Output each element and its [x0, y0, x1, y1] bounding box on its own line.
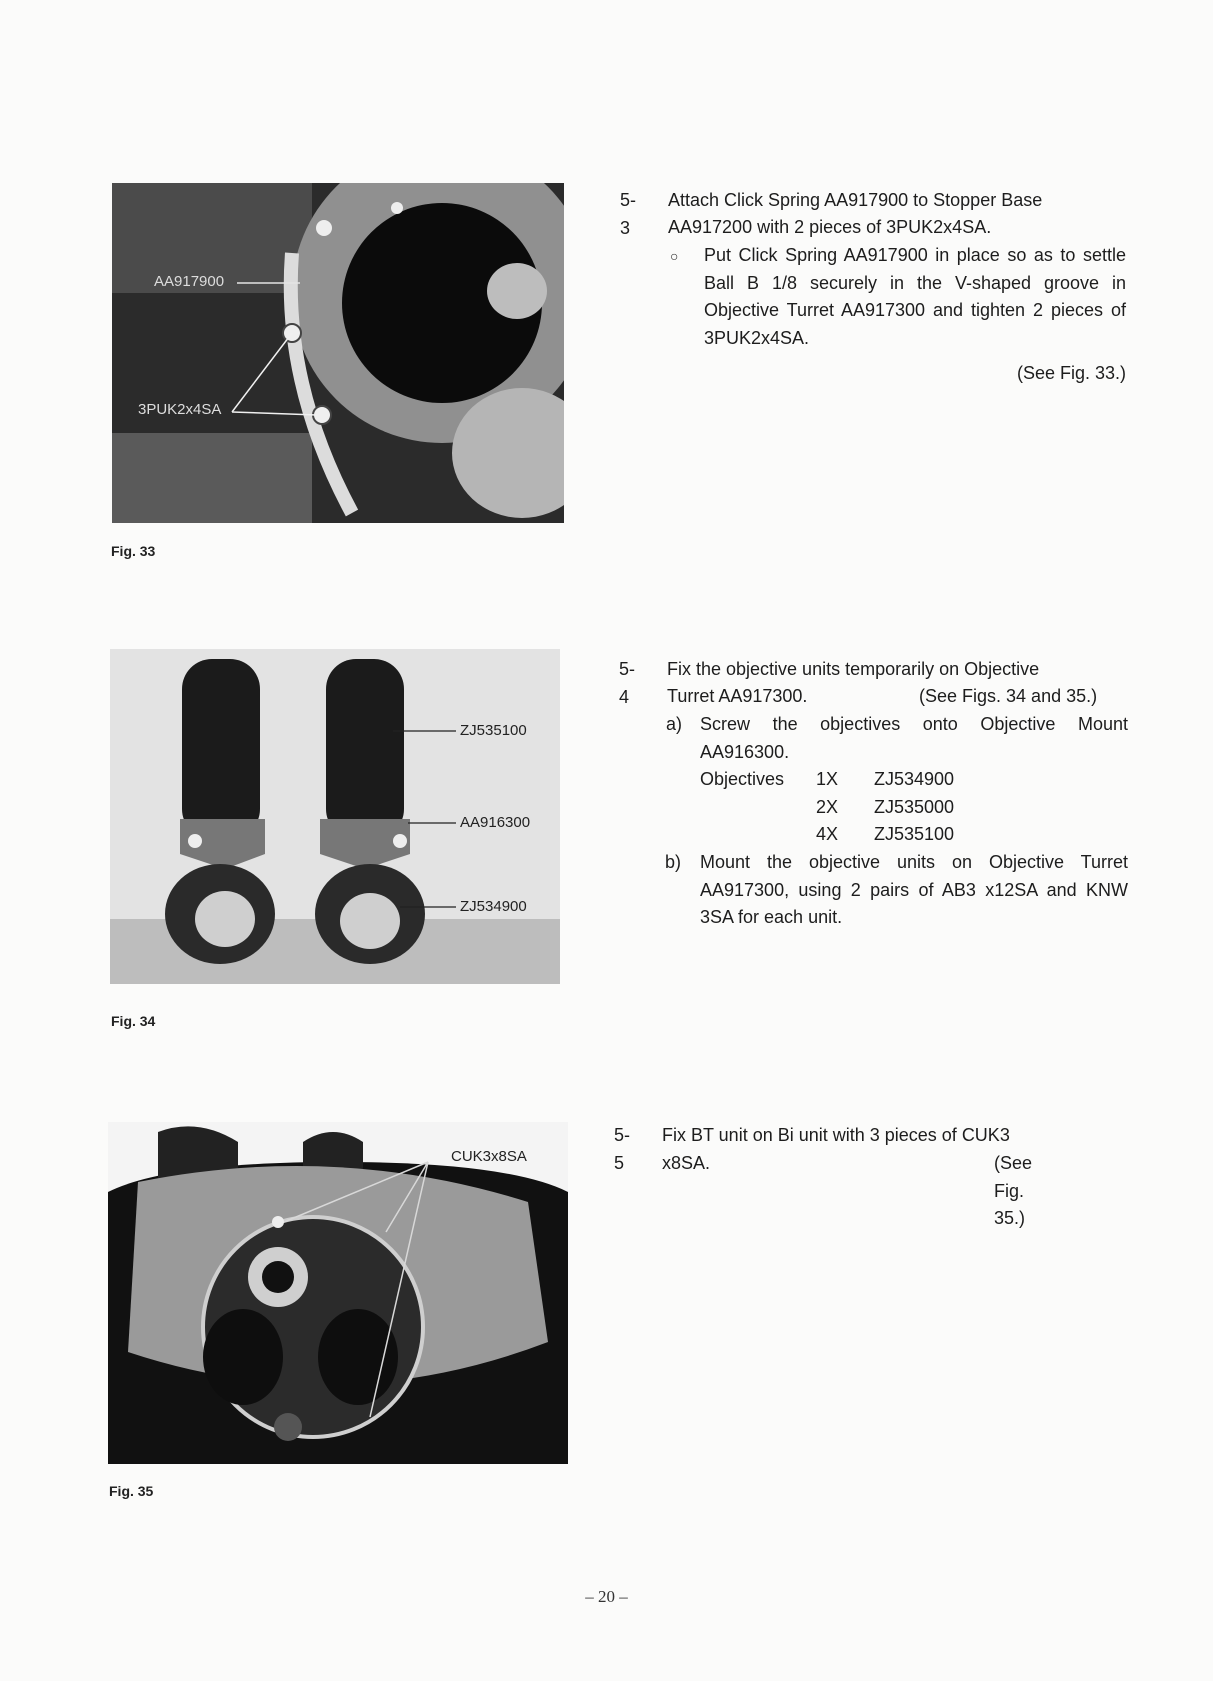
step-5-4-number: 5-4 [619, 659, 636, 707]
step-5-3-number: 5-3 [620, 190, 637, 238]
step-5-3-line2: AA917200 with 2 pieces of 3PUK2x4SA. [668, 217, 992, 237]
step-5-5-number: 5-5 [614, 1125, 631, 1173]
fig35-photo [108, 1122, 568, 1464]
fig34-photo [110, 649, 560, 984]
fig34-caption: Fig. 34 [111, 1013, 156, 1029]
step-5-5-ref: (See Fig. 35.) [994, 1153, 1033, 1228]
fig33-caption: Fig. 33 [111, 543, 156, 559]
fig33-photo [112, 183, 564, 523]
objective-1-mag: 1X [816, 769, 839, 789]
fig35-caption: Fig. 35 [109, 1483, 154, 1499]
fig34-label-zj534900: ZJ534900 [460, 898, 527, 915]
objective-1-code: ZJ534900 [874, 769, 955, 789]
step-5-5-line2: x8SA. [662, 1153, 711, 1173]
step-5-3-bullet-mark: ○ [670, 248, 679, 264]
step-5-3-bullet-text: Put Click Spring AA917900 in place so as to settle Ball B 1/8 securely in the V-shaped groove in Objective Turret AA917300 and tighten 2 pieces of 3PUK2x4SA. [704, 245, 1126, 348]
fig35-drawing [108, 1122, 568, 1464]
step-5-4a-mark: a) [666, 714, 683, 734]
objective-3-code: ZJ535100 [874, 824, 955, 844]
step-5-4a-text: Screw the objectives onto Objective Mount AA916300. [700, 714, 1128, 762]
step-5-4-ref: (See Figs. 34 and 35.) [919, 686, 1098, 706]
step-5-4-line2: Turret AA917300. [667, 686, 808, 706]
fig35-label-cuk3x8sa: CUK3x8SA [451, 1148, 527, 1165]
step-5-5-line1: Fix BT unit on Bi unit with 3 pieces of CUK3 [662, 1125, 1010, 1145]
step-5-3-ref: (See Fig. 33.) [1016, 363, 1126, 383]
fig33-drawing [112, 183, 564, 523]
fig33-label-aa917900: AA917900 [154, 273, 225, 290]
page-number: – 20 – [585, 1587, 628, 1606]
fig33-label-3puk2x4sa: 3PUK2x4SA [138, 401, 222, 418]
objective-2-code: ZJ535000 [874, 797, 955, 817]
objective-3-mag: 4X [816, 824, 839, 844]
step-5-3-line1: Attach Click Spring AA917900 to Stopper Base [668, 190, 1043, 210]
objective-2-mag: 2X [816, 797, 839, 817]
fig34-label-aa916300: AA916300 [460, 814, 531, 831]
step-5-4b-mark: b) [665, 852, 682, 872]
step-5-4-line1: Fix the objective units temporarily on Objective [667, 659, 1040, 679]
step-5-4b-text: Mount the objective units on Objective Turret AA917300, using 2 pairs of AB3 x12SA and KNW 3SA for each unit. [700, 852, 1128, 927]
fig34-label-zj535100: ZJ535100 [460, 722, 527, 739]
objectives-label: Objectives [700, 769, 785, 789]
